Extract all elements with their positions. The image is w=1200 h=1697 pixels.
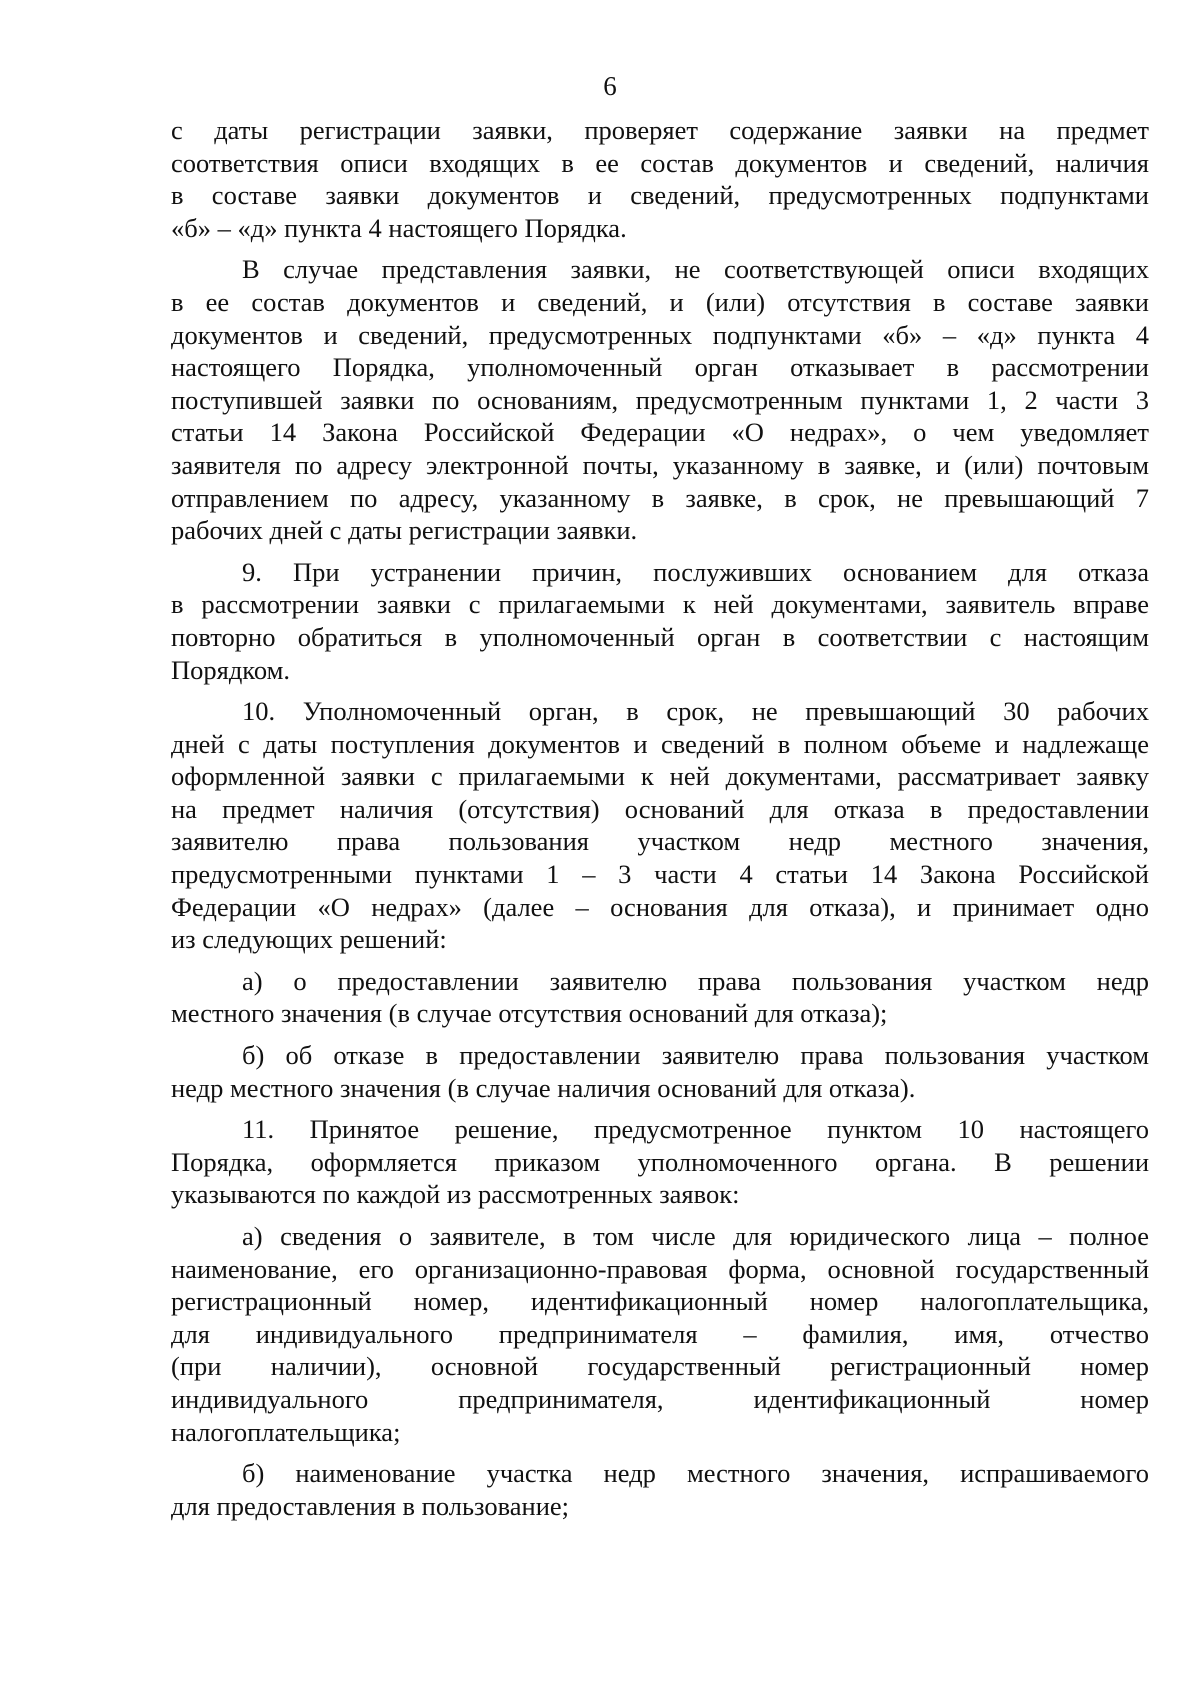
text-line: повторно обратиться в уполномоченный орган в соответствии с настоящим bbox=[171, 621, 1149, 652]
text-line: налогоплательщика; bbox=[171, 1416, 401, 1447]
text-line: отправлением по адресу, указанному в заявке, в срок, не превышающий 7 bbox=[171, 482, 1149, 513]
text-line: для предоставления в пользование; bbox=[171, 1490, 570, 1521]
paragraph bbox=[171, 114, 1149, 244]
paragraph bbox=[171, 253, 1149, 546]
text-line: 11. Принятое решение, предусмотренное пунктом 10 настоящего bbox=[242, 1114, 1149, 1145]
text-line: б) наименование участка недр местного значения, испрашиваемого bbox=[242, 1458, 1149, 1489]
text-line: документов и сведений, предусмотренных подпунктами «б» – «д» пункта 4 bbox=[171, 319, 1149, 350]
page-number: 6 bbox=[603, 71, 617, 101]
text-line: 9. При устранении причин, послуживших основанием для отказа bbox=[242, 556, 1149, 587]
text-line: «б» – «д» пункта 4 настоящего Порядка. bbox=[171, 212, 627, 243]
text-line: индивидуального предпринимателя, идентификационный номер bbox=[171, 1383, 1149, 1414]
paragraph bbox=[171, 695, 1149, 956]
paragraph bbox=[171, 1039, 1149, 1104]
text-line: на предмет наличия (отсутствия) оснований для отказа в предоставлении bbox=[171, 793, 1149, 824]
text-line: Порядком. bbox=[171, 654, 290, 685]
text-line: указываются по каждой из рассмотренных заявок: bbox=[171, 1179, 740, 1210]
text-line: поступившей заявки по основаниям, предусмотренным пунктами 1, 2 части 3 bbox=[171, 384, 1149, 415]
text-line: местного значения (в случае отсутствия оснований для отказа); bbox=[171, 998, 888, 1029]
text-line: недр местного значения (в случае наличия оснований для отказа). bbox=[171, 1072, 916, 1103]
paragraph bbox=[171, 1220, 1149, 1448]
text-line: В случае представления заявки, не соответствующей описи входящих bbox=[242, 254, 1149, 285]
paragraph bbox=[171, 1113, 1149, 1211]
paragraph bbox=[171, 1457, 1149, 1522]
text-line: а) о предоставлении заявителю права пользования участком недр bbox=[242, 965, 1149, 996]
text-line: дней с даты поступления документов и сведений в полном объеме и надлежаще bbox=[171, 728, 1149, 759]
text-line: заявителю права пользования участком недр местного значения, bbox=[171, 826, 1149, 857]
text-line: предусмотренными пунктами 1 – 3 части 4 статьи 14 Закона Российской bbox=[171, 859, 1149, 890]
paragraph bbox=[171, 965, 1149, 1030]
text-line: а) сведения о заявителе, в том числе для юридического лица – полное bbox=[242, 1221, 1149, 1251]
text-line: (при наличии), основной государственный регистрационный номер bbox=[171, 1351, 1149, 1382]
text-line: в рассмотрении заявки с прилагаемыми к ней документами, заявитель вправе bbox=[171, 589, 1149, 620]
text-line: в ее состав документов и сведений, и (или) отсутствия в составе заявки bbox=[171, 286, 1149, 317]
text-line: рабочих дней с даты регистрации заявки. bbox=[171, 515, 638, 546]
text-line: оформленной заявки с прилагаемыми к ней документами, рассматривает заявку bbox=[171, 761, 1149, 792]
text-line: статьи 14 Закона Российской Федерации «О недрах», о чем уведомляет bbox=[171, 417, 1149, 448]
text-line: регистрационный номер, идентификационный номер налогоплательщика, bbox=[171, 1286, 1149, 1317]
text-line: Федерации «О недрах» (далее – основания для отказа), и принимает одно bbox=[171, 891, 1149, 922]
text-line: б) об отказе в предоставлении заявителю права пользования участком bbox=[242, 1040, 1149, 1071]
text-line: соответствия описи входящих в ее состав документов и сведений, наличия bbox=[171, 147, 1149, 178]
text-line: с даты регистрации заявки, проверяет содержание заявки на предмет bbox=[171, 115, 1149, 145]
document-body bbox=[171, 114, 1149, 1531]
paragraph bbox=[171, 556, 1149, 686]
text-line: для индивидуального предпринимателя – фамилия, имя, отчество bbox=[171, 1318, 1149, 1349]
text-line: настоящего Порядка, уполномоченный орган отказывает в рассмотрении bbox=[171, 352, 1149, 383]
text-line: заявителя по адресу электронной почты, указанному в заявке, и (или) почтовым bbox=[171, 449, 1149, 480]
text-line: 10. Уполномоченный орган, в срок, не превышающий 30 рабочих bbox=[242, 696, 1149, 727]
text-line: наименование, его организационно-правовая форма, основной государственный bbox=[171, 1253, 1149, 1284]
text-line: Порядка, оформляется приказом уполномоченного органа. В решении bbox=[171, 1146, 1149, 1177]
text-line: в составе заявки документов и сведений, предусмотренных подпунктами bbox=[171, 180, 1149, 211]
text-line: из следующих решений: bbox=[171, 924, 447, 955]
